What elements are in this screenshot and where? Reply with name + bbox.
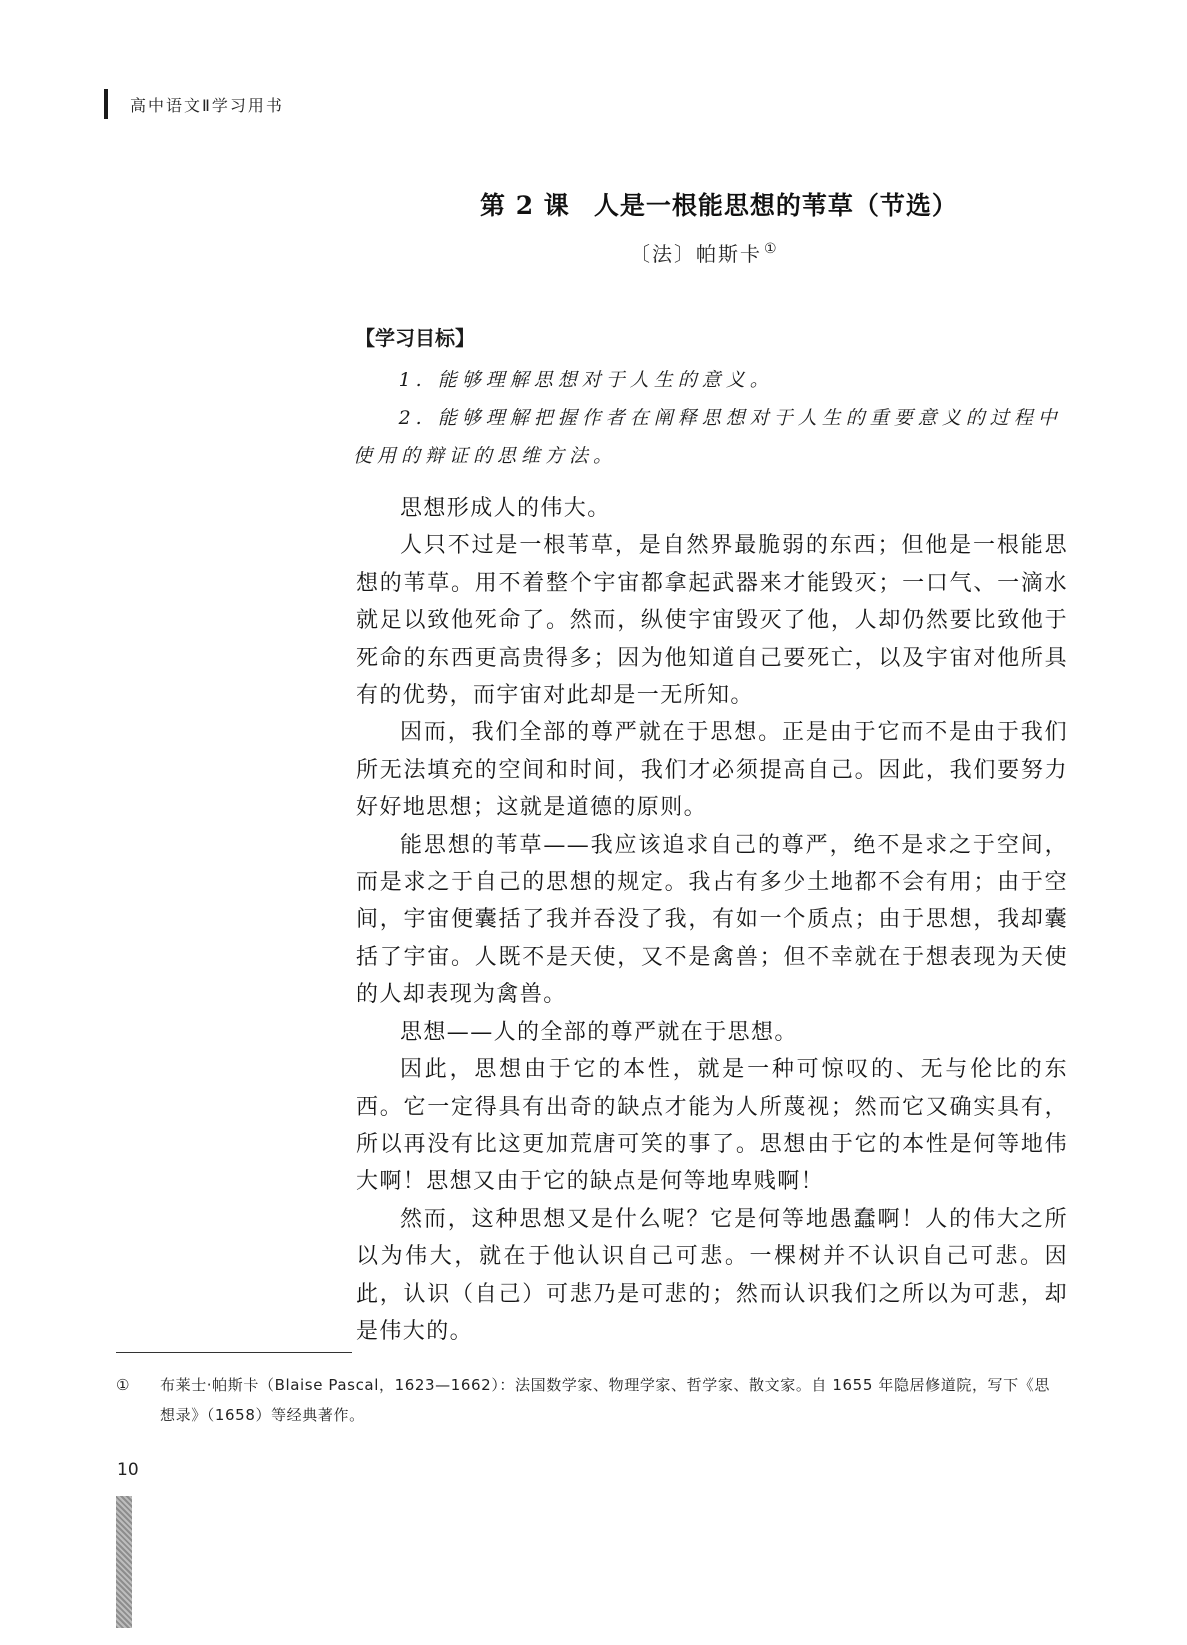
author-name: 〔法〕帕斯卡 [630, 242, 762, 266]
page-edge-marker [116, 1496, 132, 1628]
footnote-divider [116, 1352, 352, 1353]
lesson-title [480, 186, 958, 222]
objectives-heading: 【学习目标】 [355, 326, 475, 350]
footnote [116, 1370, 1060, 1430]
lesson-title-text: 人是一根能思想的苇草（节选） [593, 191, 958, 220]
paragraph: 因而，我们全部的尊严就在于思想。正是由于它而不是由于我们所无法填充的空间和时间，我们才必须提高自己。因此，我们要努力好好地思想；这就是道德的原则。 [356, 720, 1068, 821]
paragraph: 思想——人的全部的尊严就在于思想。 [400, 1019, 798, 1045]
author-line [630, 238, 779, 267]
objective-item: 2. 能够理解把握作者在阐释思想对于人生的重要意义的过程中使用的辩证的思维方法。 [353, 407, 1062, 467]
paragraph: 人只不过是一根苇草，是自然界最脆弱的东西；但他是一根能思想的苇草。用不着整个宇宙都拿起武器来才能毁灭；一口气、一滴水就足以致他死命了。然而，纵使宇宙毁灭了他，人却仍然要比致他于死命的东西更高贵得多；因为他知道自己要死亡，以及宇宙对他所具有的优势，而宇宙对此却是一无所知。 [356, 533, 1068, 709]
lesson-number: 第 2 课 [480, 191, 570, 220]
main-text [356, 490, 1068, 1350]
header-bar [104, 89, 108, 119]
paragraph: 因此，思想由于它的本性，就是一种可惊叹的、无与伦比的东西。它一定得具有出奇的缺点才能为人所蔑视；然而它又确实具有，所以再没有比这更加荒唐可笑的事了。思想由于它的本性是何等地伟大啊！思想又由于它的缺点是何等地卑贱啊！ [356, 1057, 1068, 1195]
footnote-reference[interactable]: ① [764, 241, 779, 257]
paragraph: 然而，这种思想又是什么呢？它是何等地愚蠢啊！人的伟大之所以为伟大，就在于他认识自己可悲。一棵树并不认识自己可悲。因此，认识（自己）可悲乃是可悲的；然而认识我们之所以为可悲，却是伟大的。 [356, 1206, 1068, 1344]
objective-item: 1. 能够理解思想对于人生的意义。 [398, 369, 774, 391]
running-header [104, 92, 284, 116]
page-number: 10 [117, 1460, 139, 1480]
learning-objectives [353, 322, 1073, 475]
footnote-text: 布莱士·帕斯卡（Blaise Pascal，1623—1662）：法国数学家、物理学家、哲学家、散文家。自 1655 年隐居修道院，写下《思想录》（1658）等经典著作。 [160, 1376, 1050, 1424]
footnote-marker: ① [116, 1376, 130, 1394]
paragraph: 思想形成人的伟大。 [400, 496, 611, 521]
paragraph: 能思想的苇草——我应该追求自己的尊严，绝不是求之于空间，而是求之于自己的思想的规定。我占有多少土地都不会有用；由于空间，宇宙便囊括了我并吞没了我，有如一个质点；由于思想，我却囊括了宇宙。人既不是天使，又不是禽兽；但不幸就在于想表现为天使的人却表现为禽兽。 [356, 832, 1068, 1008]
book-title: 高中语文Ⅱ学习用书 [130, 95, 284, 115]
